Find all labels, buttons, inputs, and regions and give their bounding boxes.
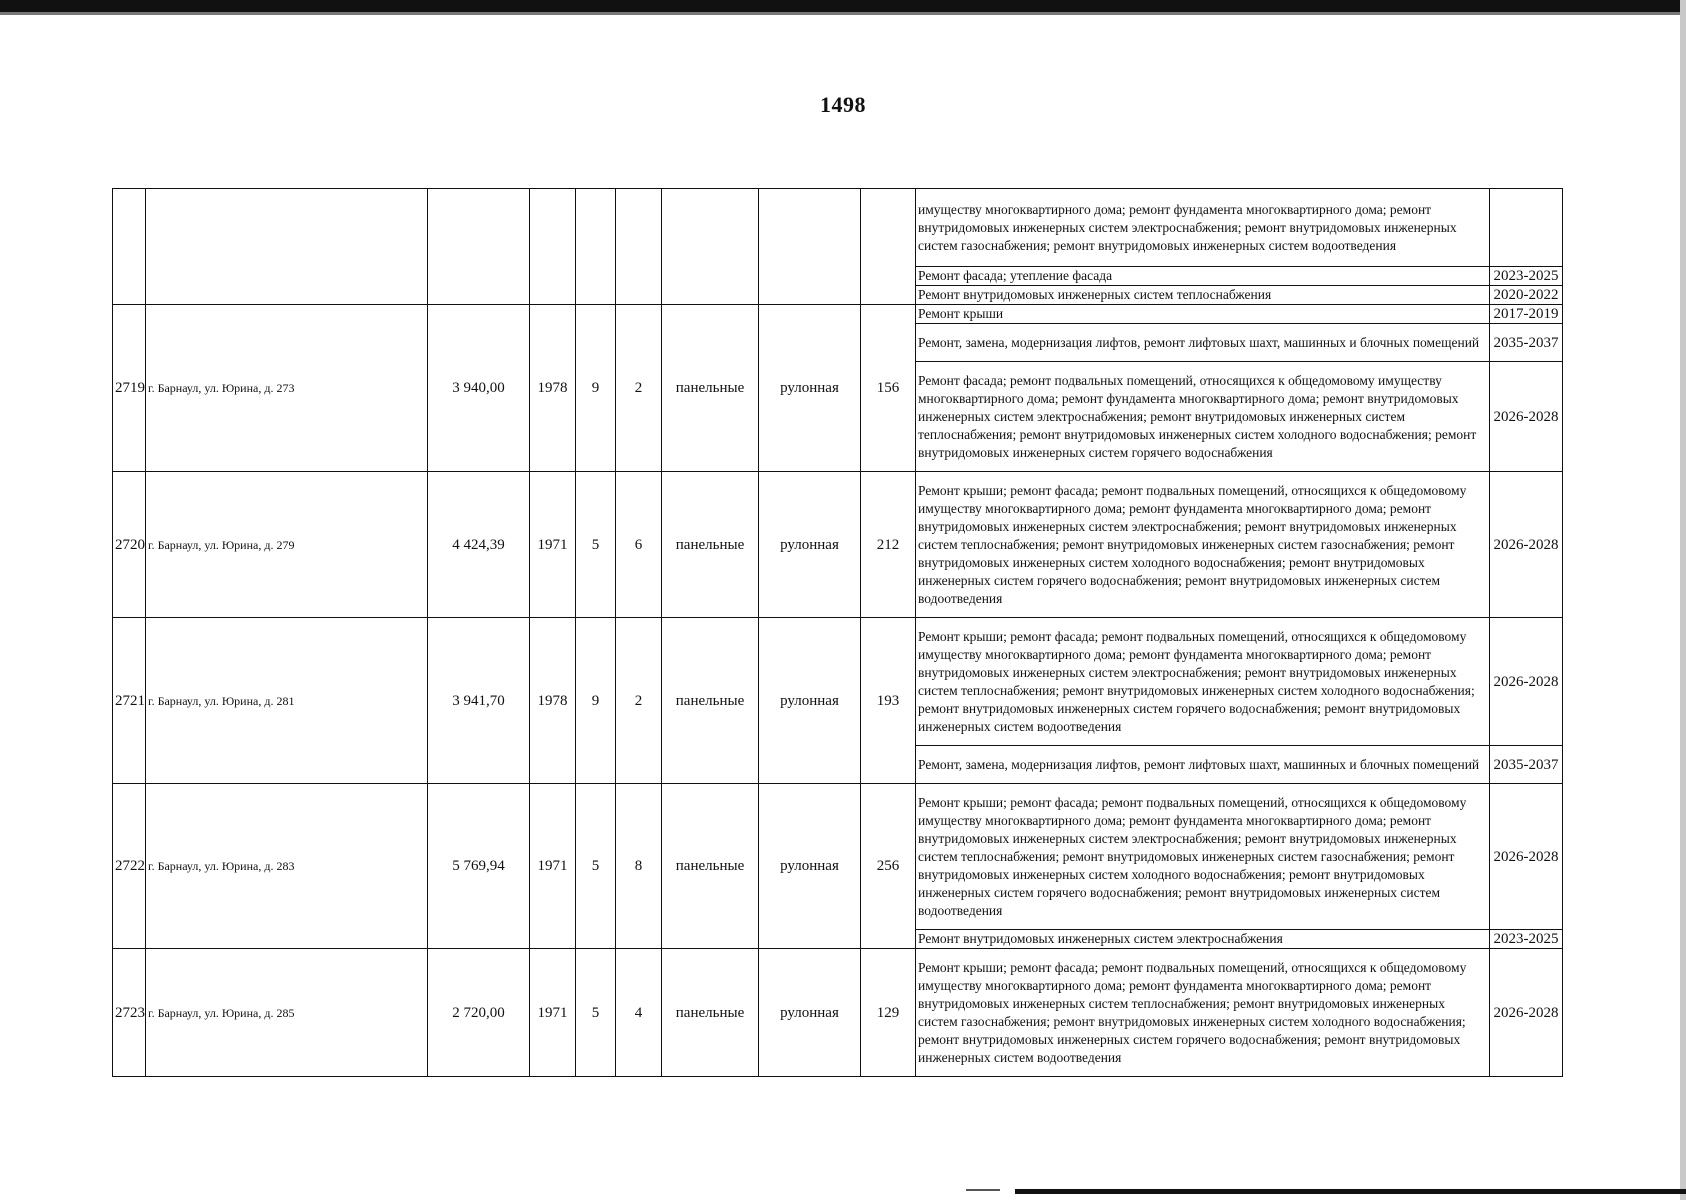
address bbox=[146, 189, 428, 305]
work-period: 2017-2019 bbox=[1490, 305, 1563, 324]
work-period: 2023-2025 bbox=[1490, 930, 1563, 949]
roof-type: рулонная bbox=[759, 784, 861, 949]
work-description: Ремонт крыши; ремонт фасада; ремонт подвальных помещений, относящихся к общедомовому имуществу многоквартирного дома; ремонт фундамента многоквартирного дома; ремонт внутридомовых инженерных систем электроснабжения; ремонт внутридомовых инженерных систем теплоснабжения; ремонт внутридомовых инженерных систем холодного водоснабжения; ремонт внутридомовых инженерных систем горячего водоснабжения; ремонт внутридомовых инженерных систем водоотведения bbox=[916, 618, 1490, 746]
table-row bbox=[113, 949, 1563, 1077]
work-period bbox=[1490, 189, 1563, 267]
table-row bbox=[113, 305, 1563, 324]
scan-right-edge bbox=[1680, 0, 1686, 1200]
work-description: имуществу многоквартирного дома; ремонт фундамента многоквартирного дома; ремонт внутридомовых инженерных систем электроснабжения; ремонт внутридомовых инженерных систем газоснабжения; ремонт внутридомовых инженерных систем водоотведения bbox=[916, 189, 1490, 267]
work-period: 2026-2028 bbox=[1490, 949, 1563, 1077]
total-area: 3 940,00 bbox=[428, 305, 530, 472]
work-description: Ремонт фасада; ремонт подвальных помещений, относящихся к общедомовому имуществу многоквартирного дома; ремонт фундамента многоквартирного дома; ремонт внутридомовых инженерных систем электроснабжения; ремонт внутридомовых инженерных систем теплоснабжения; ремонт внутридомовых инженерных систем холодного водоснабжения; ремонт внутридомовых инженерных систем горячего водоснабжения bbox=[916, 362, 1490, 472]
table-row bbox=[113, 784, 1563, 930]
apartments: 129 bbox=[861, 949, 916, 1077]
work-period: 2026-2028 bbox=[1490, 618, 1563, 746]
floors: 5 bbox=[576, 949, 616, 1077]
apartments: 193 bbox=[861, 618, 916, 784]
total-area: 4 424,39 bbox=[428, 472, 530, 618]
page-number: 1498 bbox=[820, 92, 866, 117]
apartments: 256 bbox=[861, 784, 916, 949]
table-row bbox=[113, 189, 1563, 267]
table-row bbox=[113, 618, 1563, 746]
wall-material: панельные bbox=[662, 305, 759, 472]
wall-material: панельные bbox=[662, 784, 759, 949]
year-built: 1978 bbox=[530, 618, 576, 784]
floors: 9 bbox=[576, 618, 616, 784]
row-number: 2723 bbox=[113, 949, 146, 1077]
work-description: Ремонт крыши; ремонт фасада; ремонт подвальных помещений, относящихся к общедомовому имуществу многоквартирного дома; ремонт фундамента многоквартирного дома; ремонт внутридомовых инженерных систем теплоснабжения; ремонт внутридомовых инженерных систем газоснабжения; ремонт внутридомовых инженерных систем холодного водоснабжения; ремонт внутридомовых инженерных систем горячего водоснабжения; ремонт внутридомовых инженерных систем водоотведения bbox=[916, 949, 1490, 1077]
total-area: 5 769,94 bbox=[428, 784, 530, 949]
year-built: 1971 bbox=[530, 784, 576, 949]
address: г. Барнаул, ул. Юрина, д. 279 bbox=[146, 472, 428, 618]
wall-material bbox=[662, 189, 759, 305]
row-number: 2721 bbox=[113, 618, 146, 784]
row-number: 2722 bbox=[113, 784, 146, 949]
work-period: 2020-2022 bbox=[1490, 286, 1563, 305]
entrances: 2 bbox=[616, 305, 662, 472]
roof-type: рулонная bbox=[759, 305, 861, 472]
work-description: Ремонт крыши; ремонт фасада; ремонт подвальных помещений, относящихся к общедомовому имуществу многоквартирного дома; ремонт фундамента многоквартирного дома; ремонт внутридомовых инженерных систем электроснабжения; ремонт внутридомовых инженерных систем теплоснабжения; ремонт внутридомовых инженерных систем газоснабжения; ремонт внутридомовых инженерных систем холодного водоснабжения; ремонт внутридомовых инженерных систем горячего водоснабжения; ремонт внутридомовых инженерных систем водоотведения bbox=[916, 784, 1490, 930]
scan-top-shadow bbox=[0, 12, 1686, 15]
roof-type bbox=[759, 189, 861, 305]
work-description: Ремонт внутридомовых инженерных систем теплоснабжения bbox=[916, 286, 1490, 305]
address: г. Барнаул, ул. Юрина, д. 273 bbox=[146, 305, 428, 472]
work-period: 2026-2028 bbox=[1490, 472, 1563, 618]
roof-type: рулонная bbox=[759, 472, 861, 618]
work-description: Ремонт, замена, модернизация лифтов, ремонт лифтовых шахт, машинных и блочных помещений bbox=[916, 746, 1490, 784]
total-area: 2 720,00 bbox=[428, 949, 530, 1077]
row-number: 2719 bbox=[113, 305, 146, 472]
work-description: Ремонт крыши; ремонт фасада; ремонт подвальных помещений, относящихся к общедомовому имуществу многоквартирного дома; ремонт фундамента многоквартирного дома; ремонт внутридомовых инженерных систем электроснабжения; ремонт внутридомовых инженерных систем теплоснабжения; ремонт внутридомовых инженерных систем газоснабжения; ремонт внутридомовых инженерных систем холодного водоснабжения; ремонт внутридомовых инженерных систем горячего водоснабжения; ремонт внутридомовых инженерных систем водоотведения bbox=[916, 472, 1490, 618]
work-description: Ремонт, замена, модернизация лифтов, ремонт лифтовых шахт, машинных и блочных помещений bbox=[916, 324, 1490, 362]
scan-top-border bbox=[0, 0, 1686, 12]
year-built bbox=[530, 189, 576, 305]
floors: 9 bbox=[576, 305, 616, 472]
floors: 5 bbox=[576, 784, 616, 949]
work-period: 2026-2028 bbox=[1490, 784, 1563, 930]
entrances bbox=[616, 189, 662, 305]
address: г. Барнаул, ул. Юрина, д. 283 bbox=[146, 784, 428, 949]
year-built: 1971 bbox=[530, 949, 576, 1077]
roof-type: рулонная bbox=[759, 949, 861, 1077]
apartments: 156 bbox=[861, 305, 916, 472]
work-period: 2026-2028 bbox=[1490, 362, 1563, 472]
work-description: Ремонт фасада; утепление фасада bbox=[916, 267, 1490, 286]
total-area: 3 941,70 bbox=[428, 618, 530, 784]
work-description: Ремонт крыши bbox=[916, 305, 1490, 324]
work-period: 2023-2025 bbox=[1490, 267, 1563, 286]
entrances: 4 bbox=[616, 949, 662, 1077]
scan-bottom-mark bbox=[1015, 1189, 1686, 1194]
floors bbox=[576, 189, 616, 305]
apartments: 212 bbox=[861, 472, 916, 618]
scan-bottom-mark-short bbox=[966, 1189, 1000, 1191]
address: г. Барнаул, ул. Юрина, д. 281 bbox=[146, 618, 428, 784]
apartments bbox=[861, 189, 916, 305]
roof-type: рулонная bbox=[759, 618, 861, 784]
table-row bbox=[113, 472, 1563, 618]
work-period: 2035-2037 bbox=[1490, 746, 1563, 784]
entrances: 2 bbox=[616, 618, 662, 784]
year-built: 1971 bbox=[530, 472, 576, 618]
row-number bbox=[113, 189, 146, 305]
address: г. Барнаул, ул. Юрина, д. 285 bbox=[146, 949, 428, 1077]
floors: 5 bbox=[576, 472, 616, 618]
row-number: 2720 bbox=[113, 472, 146, 618]
entrances: 8 bbox=[616, 784, 662, 949]
wall-material: панельные bbox=[662, 472, 759, 618]
wall-material: панельные bbox=[662, 949, 759, 1077]
housing-repair-table bbox=[112, 188, 1563, 1077]
wall-material: панельные bbox=[662, 618, 759, 784]
total-area bbox=[428, 189, 530, 305]
work-period: 2035-2037 bbox=[1490, 324, 1563, 362]
year-built: 1978 bbox=[530, 305, 576, 472]
work-description: Ремонт внутридомовых инженерных систем электроснабжения bbox=[916, 930, 1490, 949]
entrances: 6 bbox=[616, 472, 662, 618]
